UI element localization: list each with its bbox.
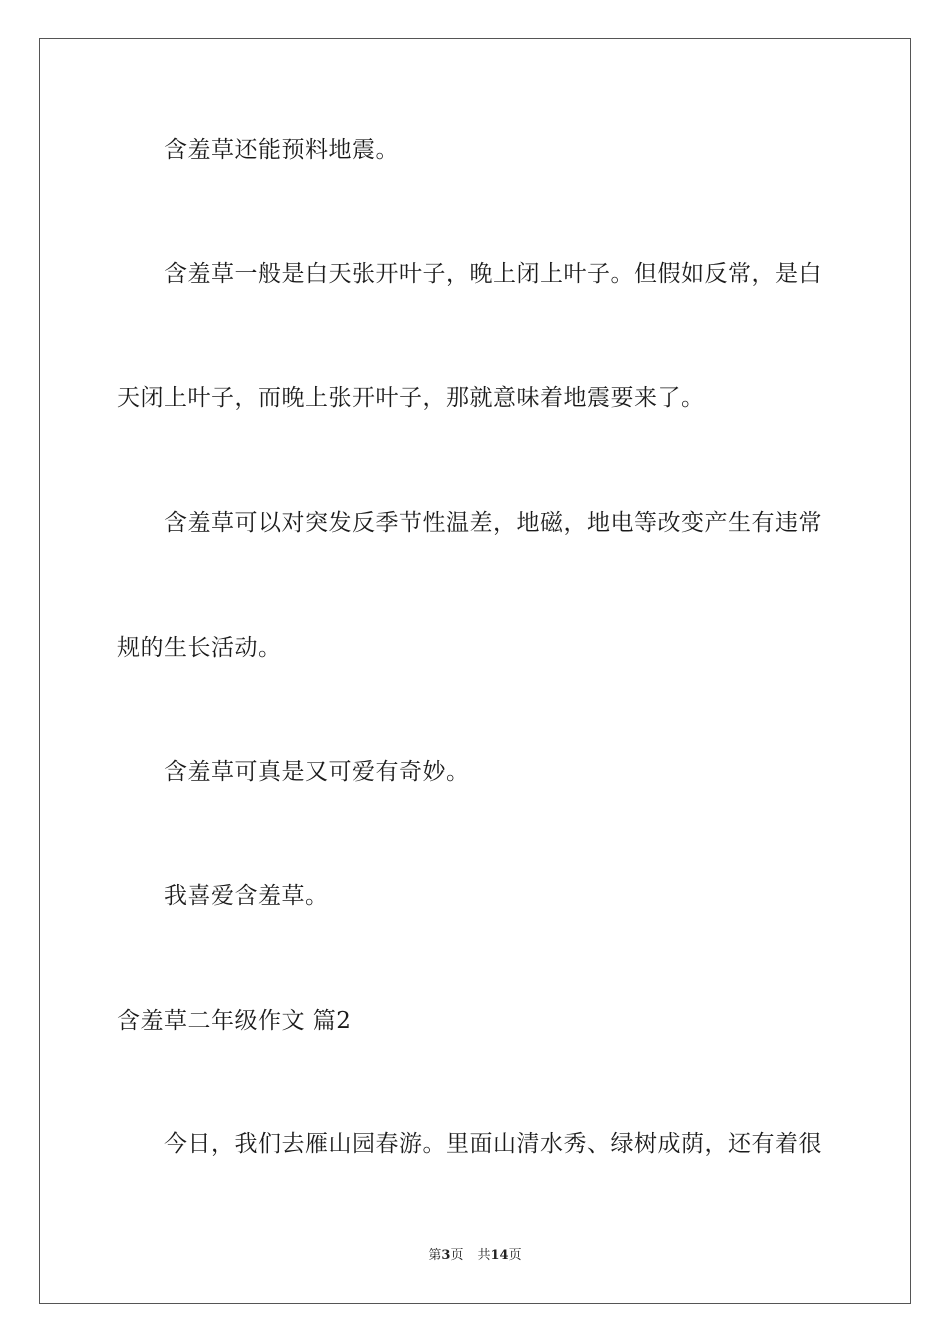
section-heading: 含羞草二年级作文 篇2 (117, 1008, 352, 1034)
page-prefix: 第 (428, 1248, 442, 1263)
page-footer (0, 1247, 950, 1265)
paragraph-line: 含羞草还能预料地震。 (164, 137, 399, 163)
total-prefix: 共 (477, 1248, 491, 1263)
paragraph-line: 含羞草可以对突发反季节性温差，地磁，地电等改变产生有违常 (164, 510, 822, 536)
paragraph-line: 规的生长活动。 (117, 635, 282, 661)
total-pages: 14 (490, 1248, 509, 1263)
page-number: 3 (441, 1248, 451, 1263)
paragraph-line: 今日，我们去雁山园春游。里面山清水秀、绿树成荫，还有着很 (164, 1131, 822, 1157)
paragraph-line: 天闭上叶子，而晚上张开叶子，那就意味着地震要来了。 (117, 385, 705, 411)
paragraph-line: 含羞草可真是又可爱有奇妙。 (164, 759, 470, 785)
page-border (39, 38, 911, 1304)
paragraph-line: 含羞草一般是白天张开叶子，晚上闭上叶子。但假如反常，是白 (164, 261, 822, 287)
paragraph-line: 我喜爱含羞草。 (164, 883, 329, 909)
total-suffix: 页 (508, 1248, 522, 1263)
page-suffix: 页 (450, 1248, 464, 1263)
